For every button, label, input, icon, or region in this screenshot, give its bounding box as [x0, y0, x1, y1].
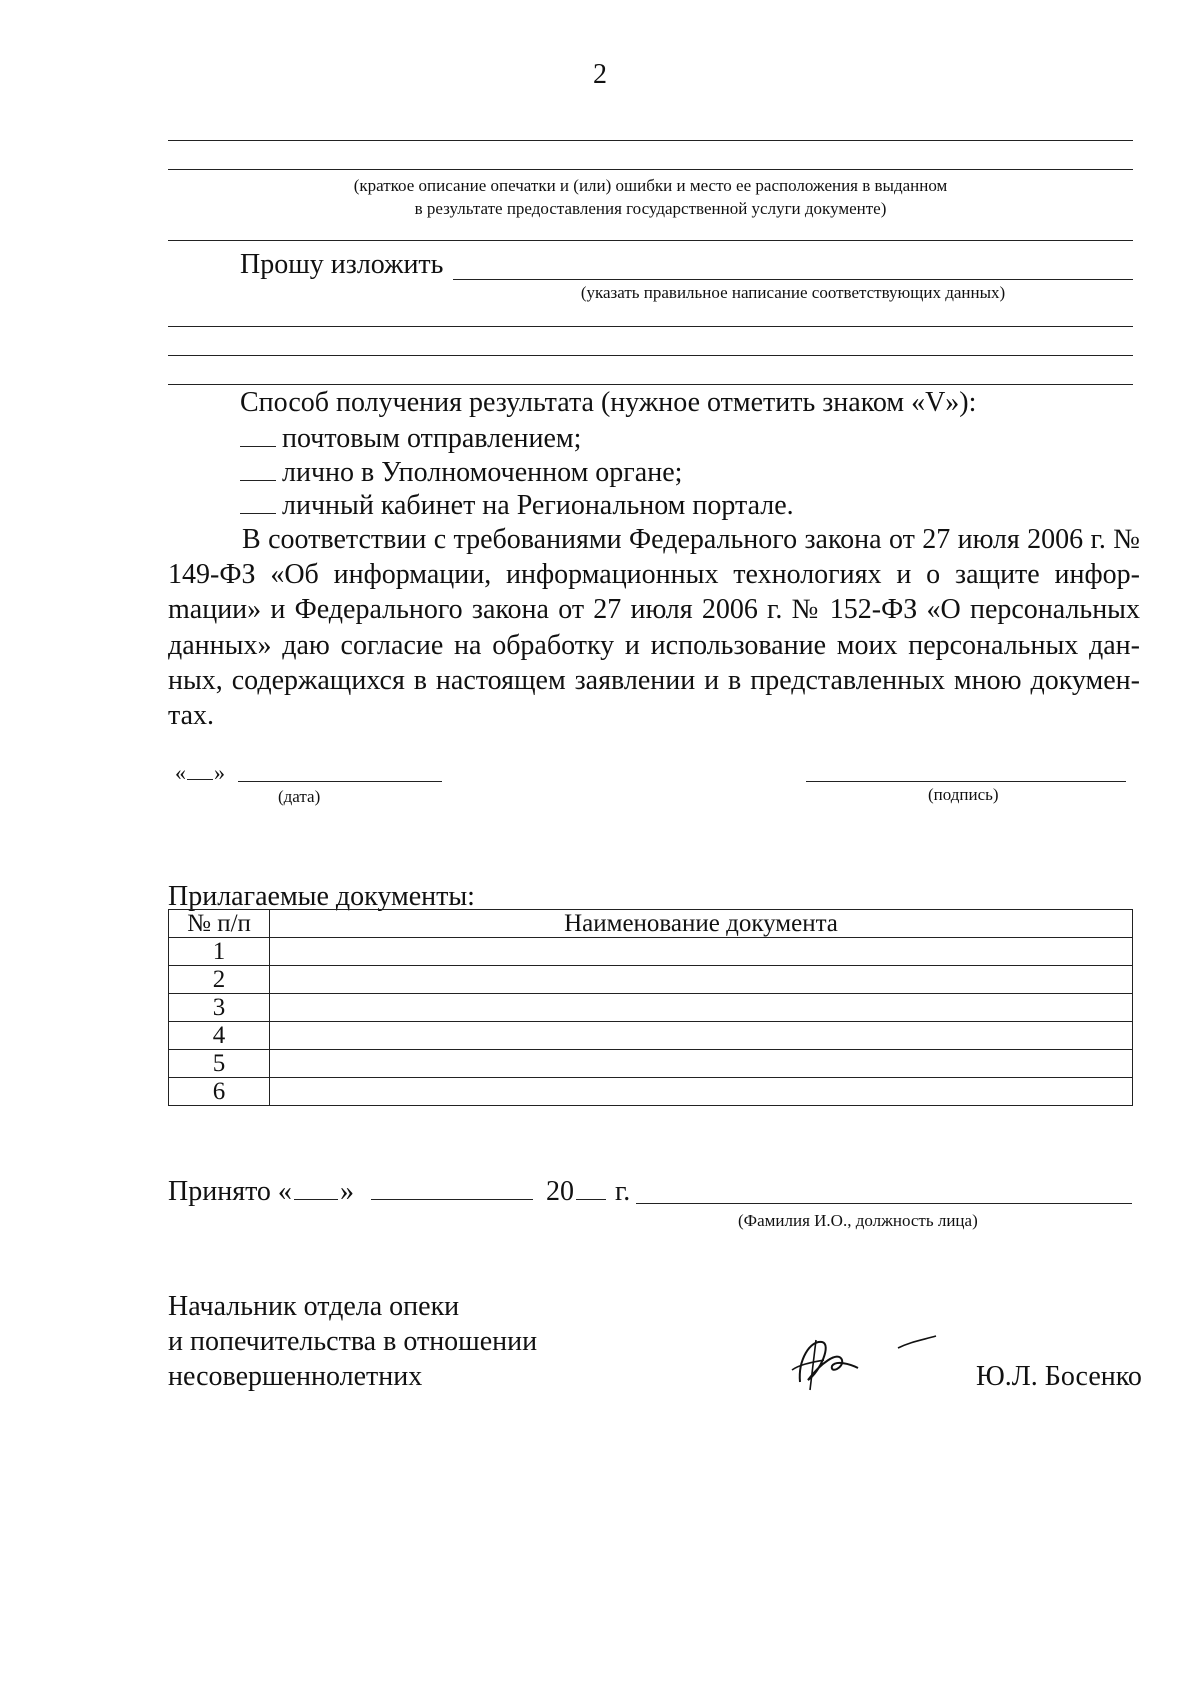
correction-line-3[interactable]: [168, 355, 1133, 356]
official-name: Ю.Л. Босенко: [976, 1361, 1142, 1392]
consent-paragraph: В соответствии с требованиями Федерального закона от 27 июля 2006 г. № 149-ФЗ «Об информации, информационных технологиях и о защите инфорmации» и Федерального закона от 27 июля 2006 г. № 152-ФЗ «О персональных данных» даю согласие на обработку и использование моих персональных данных, содержащихся в настоящем заявлении и в представленных мною документах.: [168, 524, 1140, 732]
accepted-caption: (Фамилия И.О., должность лица): [738, 1211, 978, 1230]
correction-line-4[interactable]: [168, 384, 1133, 385]
table-header-row: [169, 910, 1133, 938]
accepted-month-blank[interactable]: [371, 1177, 533, 1200]
delivery-option-post[interactable]: [240, 422, 581, 456]
accepted-label: Принято «: [168, 1176, 292, 1207]
document-name-cell[interactable]: [270, 938, 1133, 966]
error-description-line-1[interactable]: [168, 140, 1133, 141]
page-number: 2: [593, 59, 607, 90]
correction-label: Прошу изложить: [240, 249, 444, 280]
signature-line[interactable]: [806, 781, 1126, 782]
delivery-option-label: лично в Уполномоченном органе;: [282, 457, 683, 488]
attachments-table: [168, 909, 1133, 1106]
date-month-line[interactable]: [238, 781, 442, 782]
column-header-document: Наименование документа: [270, 910, 1133, 938]
error-description-caption-1: (краткое описание опечатки и (или) ошибки и место ее расположения в выданном: [353, 176, 948, 195]
date-quote-open: «: [175, 760, 186, 785]
accepted-year-prefix: 20: [545, 1176, 574, 1207]
official-title-line-3: несовершеннолетних: [168, 1361, 423, 1392]
delivery-heading: Способ получения результата (нужное отметить знаком «V»):: [240, 387, 977, 418]
attachments-title: Прилагаемые документы:: [168, 881, 475, 912]
accepted-year-suffix: г.: [614, 1176, 631, 1207]
official-title-line-1: Начальник отдела опеки: [168, 1291, 460, 1322]
document-name-cell[interactable]: [270, 1022, 1133, 1050]
accepted-year-blank[interactable]: [576, 1177, 606, 1200]
accepted-day-blank[interactable]: [294, 1177, 338, 1200]
row-number: 4: [169, 1022, 270, 1050]
row-number: 1: [169, 938, 270, 966]
document-name-cell[interactable]: [270, 966, 1133, 994]
date-field[interactable]: [175, 760, 225, 786]
delivery-option-label: личный кабинет на Региональном портале.: [282, 490, 794, 521]
correction-line-2[interactable]: [168, 326, 1133, 327]
table-row: [169, 994, 1133, 1022]
table-row: [169, 966, 1133, 994]
delivery-option-label: почтовым отправлением;: [282, 423, 582, 454]
table-row: [169, 1078, 1133, 1106]
column-header-number: № п/п: [169, 910, 270, 938]
accepted-quote-close: »: [339, 1176, 354, 1207]
table-row: [169, 938, 1133, 966]
accepted-row: [168, 1175, 630, 1209]
date-caption: (дата): [278, 787, 321, 806]
official-title-line-2: и попечительства в отношении: [168, 1326, 538, 1357]
date-quote-close: »: [214, 760, 225, 785]
error-description-caption-2: в результате предоставления государственной услуги документе): [414, 199, 887, 218]
handwritten-signature: [780, 1320, 950, 1400]
accepted-official-line[interactable]: [636, 1203, 1132, 1204]
document-name-cell[interactable]: [270, 994, 1133, 1022]
signature-caption: (подпись): [928, 785, 999, 804]
table-row: [169, 1050, 1133, 1078]
correction-caption: (указать правильное написание соответствующих данных): [580, 283, 1006, 302]
correction-input-line[interactable]: [453, 279, 1133, 280]
day-blank[interactable]: [187, 761, 213, 780]
row-number: 6: [169, 1078, 270, 1106]
row-number: 2: [169, 966, 270, 994]
row-number: 5: [169, 1050, 270, 1078]
error-description-line-3[interactable]: [168, 240, 1133, 241]
error-description-line-2[interactable]: [168, 169, 1133, 170]
delivery-option-portal[interactable]: [240, 489, 794, 523]
checkbox-blank[interactable]: [240, 491, 276, 514]
document-name-cell[interactable]: [270, 1078, 1133, 1106]
checkbox-blank[interactable]: [240, 424, 276, 447]
table-row: [169, 1022, 1133, 1050]
document-name-cell[interactable]: [270, 1050, 1133, 1078]
delivery-option-in-person[interactable]: [240, 456, 682, 490]
checkbox-blank[interactable]: [240, 458, 276, 481]
row-number: 3: [169, 994, 270, 1022]
